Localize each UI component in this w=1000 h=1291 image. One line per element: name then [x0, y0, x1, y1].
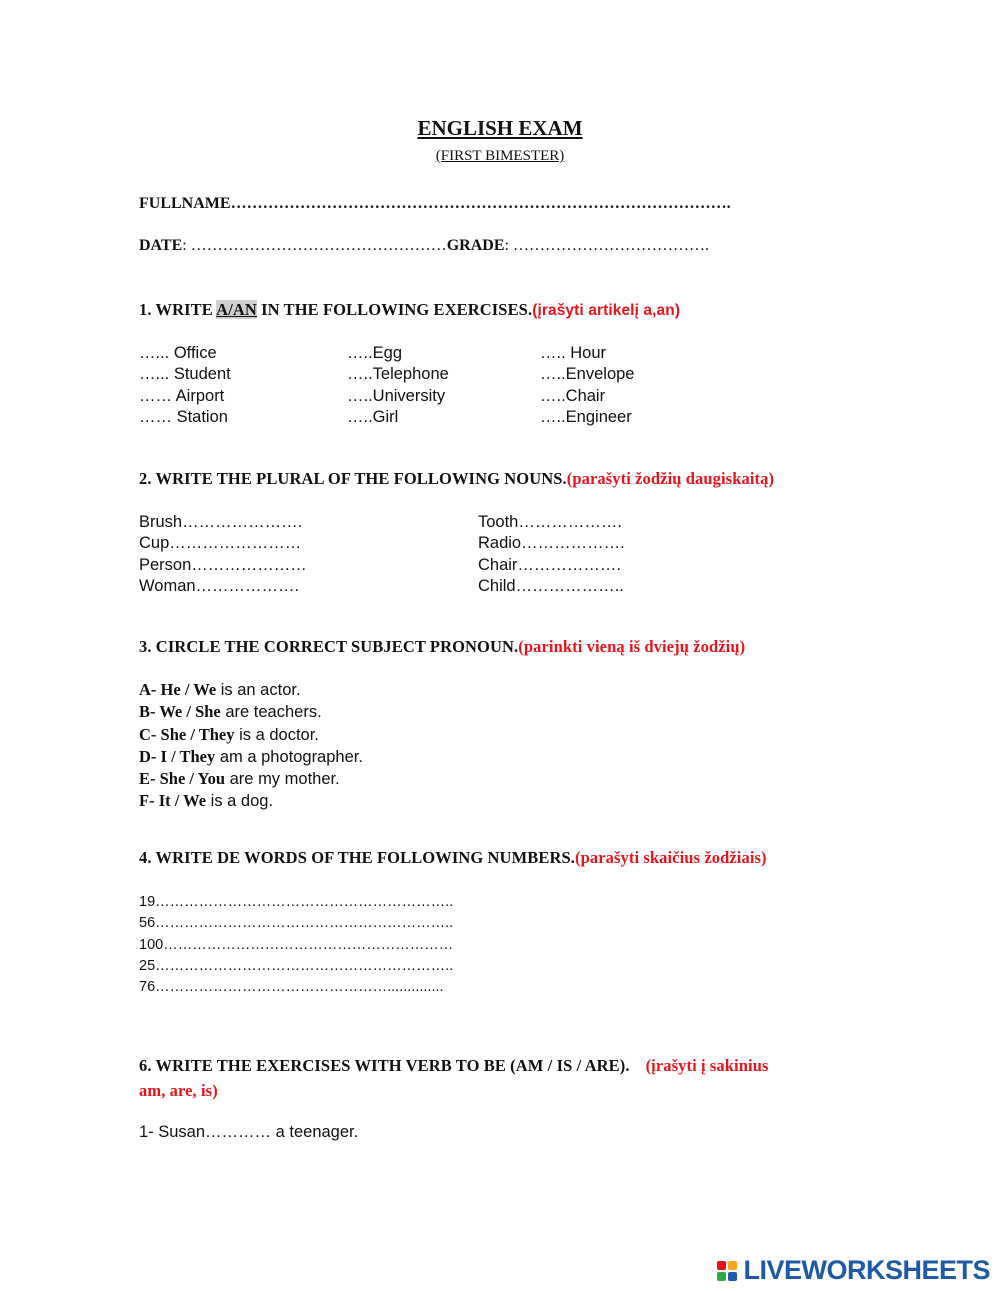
liveworksheets-logo: [717, 1255, 990, 1286]
date-grade-field: [139, 237, 709, 255]
section2-note: (parašyti žodžių daugiskaitą): [566, 469, 775, 488]
list-item[interactable]: …..Envelope: [540, 365, 635, 384]
list-item[interactable]: …..University: [347, 386, 446, 405]
list-item[interactable]: D- I / They am a photographer.: [139, 746, 363, 766]
section2-heading: 2. WRITE THE PLURAL OF THE FOLLOWING NOUNS.(parašyti žodžių daugiskaitą): [139, 469, 775, 488]
pronoun-options[interactable]: E- She / You: [139, 769, 226, 789]
list-item[interactable]: 1- Susan………… a teenager.: [139, 1123, 359, 1141]
pronoun-options[interactable]: F- It / We: [139, 791, 207, 811]
list-item[interactable]: 25……………………………………………………..: [139, 957, 454, 974]
grade-label: GRADE: [446, 237, 505, 254]
list-item[interactable]: 56……………………………………………………..: [139, 915, 454, 932]
list-item[interactable]: …..Engineer: [540, 407, 632, 426]
list-item[interactable]: …… Station: [139, 407, 228, 426]
list-item[interactable]: …..Egg: [347, 344, 403, 362]
section1-note: (įrašyti artikelį a,an): [532, 302, 681, 319]
page-subtitle: (FIRST BIMESTER): [435, 148, 565, 164]
list-item[interactable]: B- We / She are teachers.: [139, 702, 322, 722]
list-item[interactable]: …..Chair: [540, 386, 606, 405]
section1-col1: [139, 343, 231, 428]
list-item[interactable]: 19……………………………………………………..: [139, 894, 454, 910]
list-item[interactable]: A- He / We is an actor.: [139, 680, 301, 699]
list-item[interactable]: Person…………………: [139, 555, 307, 574]
section3-list: [139, 679, 363, 813]
section1-highlight: A/AN: [216, 300, 257, 319]
list-item[interactable]: F- It / We is a dog.: [139, 791, 274, 811]
list-item[interactable]: …..Girl: [347, 407, 399, 426]
list-item[interactable]: …... Office: [139, 344, 217, 362]
section1-col2: [347, 343, 449, 428]
section6-heading: 6. WRITE THE EXERCISES WITH VERB TO BE (AM / IS / ARE). (įrašyti į sakinius: [139, 1056, 769, 1075]
section1-heading: 1. WRITE A/AN IN THE FOLLOWING EXERCISES.(įrašyti artikelį a,an): [139, 300, 681, 319]
date-line[interactable]: : …………………………………………: [182, 237, 447, 254]
pronoun-options[interactable]: D- I / They: [139, 746, 216, 766]
logo-blocks-icon: [717, 1261, 737, 1281]
list-item[interactable]: …… Airport: [139, 386, 225, 405]
list-item[interactable]: …..Telephone: [347, 365, 449, 384]
fullname-line[interactable]: ………………………………………………………………………………….: [230, 195, 731, 212]
pronoun-options[interactable]: A- He / We: [139, 680, 217, 699]
section6-list: [139, 1122, 358, 1143]
section2-col2: [478, 512, 625, 597]
list-item[interactable]: 100……………………………………………………: [139, 936, 454, 953]
list-item[interactable]: 76…………………………………………..............: [139, 979, 444, 996]
list-item[interactable]: Tooth……………….: [478, 513, 622, 531]
list-item[interactable]: E- She / You are my mother.: [139, 769, 340, 789]
logo-text: LIVEWORKSHEETS: [743, 1255, 990, 1285]
list-item[interactable]: ….. Hour: [540, 344, 607, 362]
list-item[interactable]: Brush………………….: [139, 513, 303, 531]
section3-note: (parinkti vieną iš dviejų žodžių): [518, 637, 746, 656]
list-item[interactable]: C- She / They is a doctor.: [139, 724, 319, 744]
section6-note-line2: am, are, is): [139, 1081, 218, 1100]
list-item[interactable]: Woman……………….: [139, 576, 300, 595]
grade-line[interactable]: : ……………………………….: [504, 237, 709, 254]
section4-heading: 4. WRITE DE WORDS OF THE FOLLOWING NUMBERS.(parašyti skaičius žodžiais): [139, 848, 767, 867]
section3-heading: 3. CIRCLE THE CORRECT SUBJECT PRONOUN.(parinkti vieną iš dviejų žodžių): [139, 637, 746, 656]
section6-note-line1: (įrašyti į sakinius: [645, 1056, 769, 1075]
list-item[interactable]: Child………………..: [478, 576, 624, 595]
pronoun-options[interactable]: B- We / She: [139, 702, 221, 722]
section4-list: [139, 892, 453, 998]
list-item[interactable]: Radio……………….: [478, 534, 625, 553]
section2-col1: [139, 512, 307, 597]
date-label: DATE: [139, 237, 183, 254]
page-title: ENGLISH EXAM: [417, 116, 583, 140]
list-item[interactable]: Cup……………………: [139, 534, 302, 553]
section4-note: (parašyti skaičius žodžiais): [574, 848, 767, 867]
list-item[interactable]: Chair……………….: [478, 555, 622, 574]
fullname-label: FULLNAME: [139, 195, 231, 212]
section1-col3: [540, 343, 634, 428]
list-item[interactable]: …... Student: [139, 365, 231, 384]
pronoun-options[interactable]: C- She / They: [139, 724, 235, 744]
fullname-field[interactable]: [139, 195, 731, 213]
